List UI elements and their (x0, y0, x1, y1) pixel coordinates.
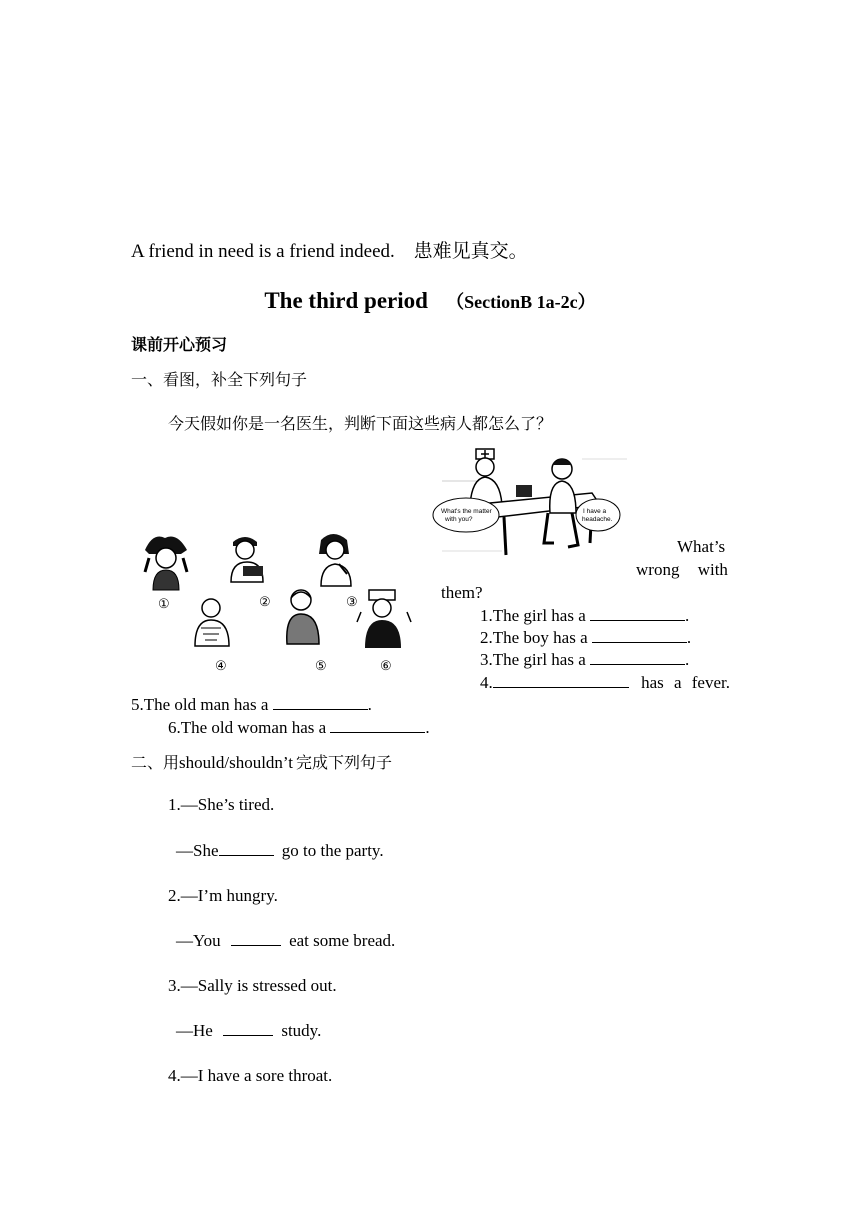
item-1-suffix: . (685, 606, 690, 625)
part2-heading-cn1: 二、用 (131, 753, 180, 772)
item-3-prefix: 3.The girl has a (480, 650, 586, 669)
patient-6-figure (357, 590, 411, 648)
part2-item-2-question: 2.—I’m hungry. (168, 886, 278, 905)
item-4-suffix: has a fever. (641, 673, 730, 692)
picture-number-5: ⑤ (315, 658, 327, 673)
item-1-prefix: 1.The girl has a (480, 606, 586, 625)
item-1-answer-blank[interactable] (590, 606, 685, 621)
item-2-answer-pre: —You (176, 931, 221, 950)
part2-item-3-answer (176, 1021, 321, 1041)
item-6-prefix: 6.The old woman has a (168, 718, 327, 737)
item-2-answer-blank[interactable] (592, 628, 687, 643)
question-line-2: wrong with (636, 560, 728, 579)
item-3-answer-blank[interactable] (590, 650, 685, 665)
proverb-english: A friend in need is a friend indeed. (131, 241, 395, 262)
part2-item-3-question: 3.—Sally is stressed out. (168, 976, 337, 995)
picture-number-2: ② (259, 594, 271, 609)
item-6-answer-blank[interactable] (330, 718, 425, 733)
item-2-answer-post: eat some bread. (289, 931, 396, 950)
question-line-3: them? (441, 583, 483, 602)
doctor-scene-illustration (432, 443, 632, 563)
title-sub: （SectionB 1a-2c） (446, 292, 596, 312)
part2-heading (131, 750, 392, 773)
part1-item-2 (480, 628, 691, 648)
part1-item-3 (480, 650, 689, 670)
item-6-suffix: . (425, 718, 430, 737)
item-3-answer-pre: —He (176, 1021, 213, 1040)
part1-item-6 (168, 718, 430, 738)
proverb-chinese: 患难见真交。 (413, 240, 528, 262)
part2-item-1-question: 1.—She’s tired. (168, 795, 275, 814)
part2-item-1-blank[interactable] (219, 841, 274, 856)
patient-4-figure (195, 599, 229, 646)
proverb (131, 236, 528, 263)
item-5-answer-blank[interactable] (273, 695, 368, 710)
item-5-prefix: 5.The old man has a (131, 695, 269, 714)
picture-number-1: ① (158, 596, 170, 611)
item-2-prefix: 2.The boy has a (480, 628, 588, 647)
patient-2-figure (231, 537, 263, 582)
title-main: The third period (264, 288, 428, 313)
picture-number-3: ③ (346, 594, 358, 609)
item-1-answer-pre: —She (176, 841, 219, 860)
item-5-suffix: . (367, 695, 372, 714)
patient-1-figure (145, 537, 187, 591)
item-2-suffix: . (686, 628, 692, 647)
page-title (0, 288, 860, 314)
item-4-answer-blank[interactable] (493, 673, 629, 688)
part2-heading-en: should/shouldn’t (179, 753, 293, 772)
picture-number-6: ⑥ (380, 658, 392, 673)
patients-illustration (135, 528, 435, 678)
part1-item-4 (480, 673, 730, 693)
part1-item-1 (480, 606, 689, 626)
item-1-answer-post: go to the party. (281, 841, 384, 860)
part2-item-1-answer (176, 841, 384, 861)
part2-item-3-blank[interactable] (223, 1021, 273, 1036)
patient-3-figure (319, 534, 351, 586)
picture-number-4: ④ (215, 658, 227, 673)
preview-heading: 课前开心预习 (131, 335, 228, 354)
doctor-speech: What's the matter with you? (441, 508, 492, 523)
part2-heading-cn2: 完成下列句子 (296, 753, 393, 772)
question-line-1: What’s (677, 537, 726, 556)
item-3-answer-post: study. (281, 1021, 322, 1040)
item-3-suffix: . (685, 650, 690, 669)
patient-5-figure (287, 590, 319, 644)
part1-heading: 一、看图，补全下列句子 (131, 370, 308, 389)
part1-item-5 (131, 695, 372, 715)
part2-item-2-blank[interactable] (231, 931, 281, 946)
patient-speech: I have a headache. (582, 508, 613, 523)
item-4-prefix: 4. (480, 673, 493, 692)
part2-item-2-answer (176, 931, 395, 951)
part2-item-4-question: 4.—I have a sore throat. (168, 1066, 333, 1085)
part1-instruction: 今天假如你是一名医生，判断下面这些病人都怎么了？ (168, 414, 553, 433)
